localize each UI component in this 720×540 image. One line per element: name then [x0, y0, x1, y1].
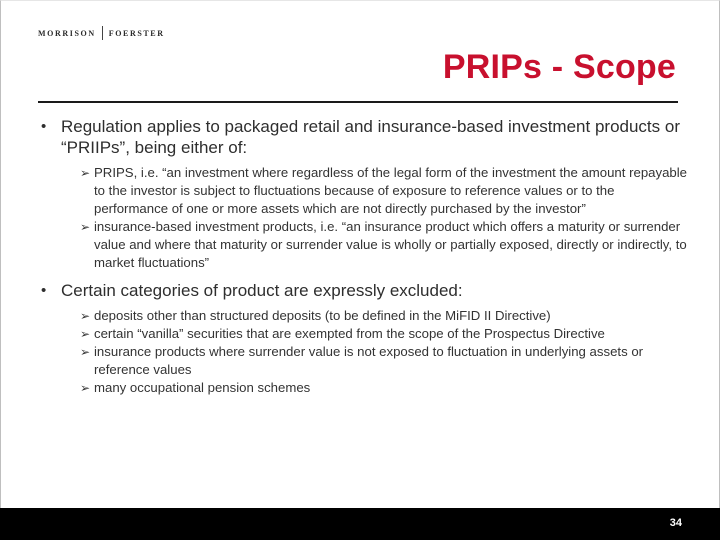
logo-right: FOERSTER: [108, 28, 165, 38]
arrow-bullet-icon: ➢: [80, 166, 91, 180]
logo: [38, 26, 165, 40]
footer-bar: [0, 508, 720, 540]
bullet-dot-icon: •: [41, 282, 47, 299]
sub-bullet-text: deposits other than structured deposits (to be defined in the MiFID II Directive): [94, 308, 551, 323]
bullet-text: Certain categories of product are expressly excluded:: [61, 281, 463, 300]
logo-divider: [102, 26, 103, 40]
page-number: 34: [669, 517, 682, 529]
bullet-dot-icon: •: [41, 118, 47, 135]
sub-bullet-item: [80, 307, 688, 325]
arrow-bullet-icon: ➢: [80, 220, 91, 234]
bullet-item: [38, 280, 688, 301]
sub-bullet-text: insurance products where surrender value is not exposed to fluctuation in underlying assets or reference values: [94, 344, 644, 377]
sub-bullet-item: [80, 343, 688, 379]
sub-bullet-text: certain “vanilla” securities that are exempted from the scope of the Prospectus Directive: [94, 326, 605, 341]
slide-content: [38, 116, 688, 397]
sub-bullet-text: insurance-based investment products, i.e. “an insurance product which offers a maturity or surrender value and where that maturity or surrender value is wholly or partially exposed, directly or indirectly, to market fluctuations”: [94, 219, 687, 270]
arrow-bullet-icon: ➢: [80, 327, 91, 341]
slide-title: PRIPs - Scope: [442, 48, 676, 86]
arrow-bullet-icon: ➢: [80, 309, 91, 323]
logo-left: MORRISON: [38, 28, 96, 38]
sub-bullet-item: [80, 164, 688, 218]
sub-bullet-item: [80, 379, 688, 397]
sub-bullet-text: PRIPS, i.e. “an investment where regardless of the legal form of the investment the amount repayable to the investor is subject to fluctuations because of exposure to reference values or to the performance of one or more assets which are not directly purchased by the investor”: [94, 165, 688, 216]
title-rule: [38, 101, 678, 103]
arrow-bullet-icon: ➢: [80, 345, 91, 359]
sub-bullet-item: [80, 218, 688, 272]
sub-bullet-item: [80, 325, 688, 343]
bullet-text: Regulation applies to packaged retail and insurance-based investment products or “PRIIPs”, being either of:: [61, 117, 680, 157]
sub-bullet-text: many occupational pension schemes: [94, 380, 311, 395]
arrow-bullet-icon: ➢: [80, 381, 91, 395]
bullet-item: [38, 116, 688, 158]
